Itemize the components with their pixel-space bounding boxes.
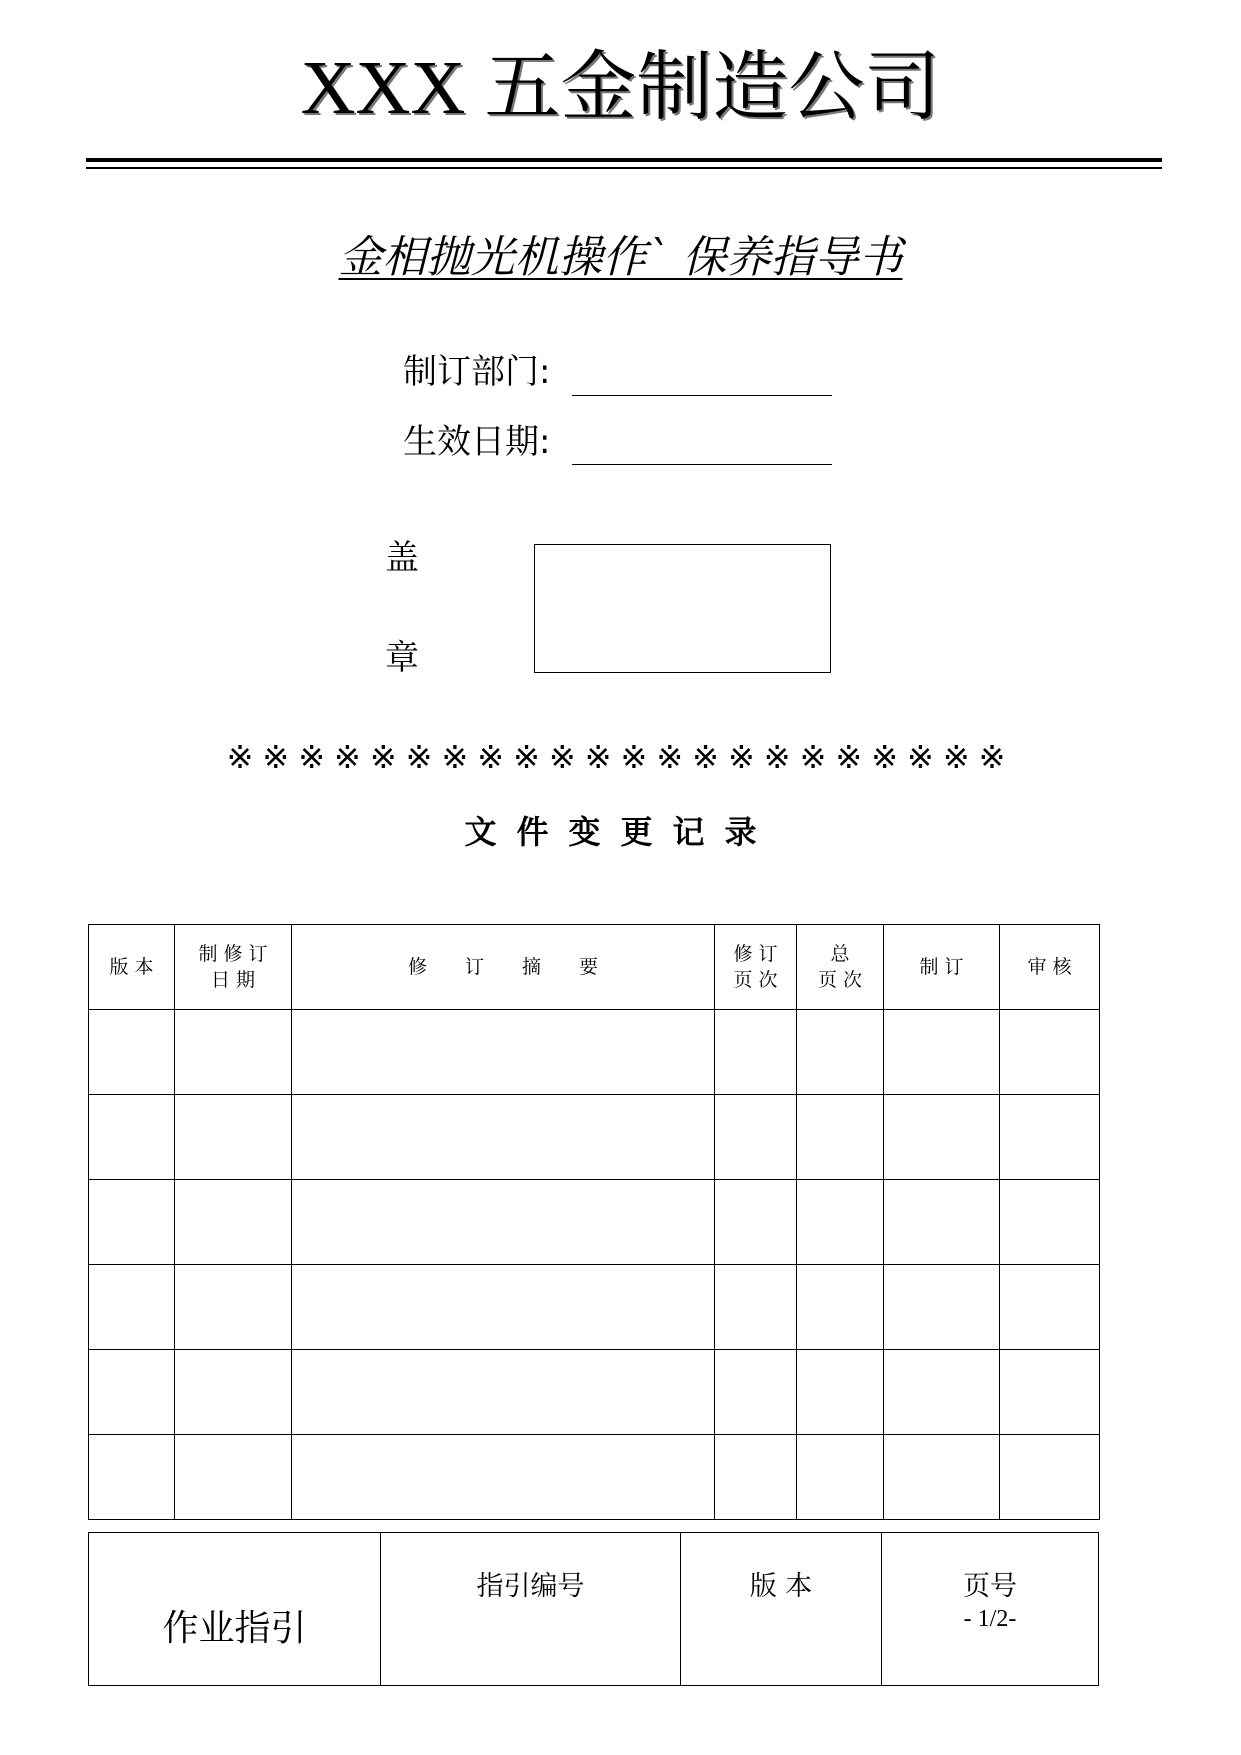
table-cell[interactable]	[884, 1010, 1000, 1095]
header-rule-thin	[86, 167, 1162, 169]
table-cell[interactable]	[884, 1265, 1000, 1350]
table-cell[interactable]	[89, 1350, 175, 1435]
header-reviewed-label: 审 核	[1027, 956, 1072, 978]
table-cell[interactable]	[175, 1265, 292, 1350]
table-cell[interactable]	[715, 1010, 797, 1095]
seal-box	[534, 544, 831, 673]
header-revise-date	[175, 925, 292, 1010]
table-cell[interactable]	[292, 1265, 715, 1350]
table-row	[89, 1010, 1100, 1095]
table-row	[89, 1435, 1100, 1520]
table-cell[interactable]	[797, 1265, 884, 1350]
table-cell[interactable]	[715, 1350, 797, 1435]
document-footer-table	[88, 1532, 1099, 1686]
table-cell[interactable]	[884, 1180, 1000, 1265]
separator-marks: ※※※※※※※※※※※※※※※※※※※※※※	[226, 738, 1015, 776]
table-cell[interactable]	[715, 1180, 797, 1265]
table-cell[interactable]	[715, 1095, 797, 1180]
footer-page	[882, 1533, 1099, 1686]
table-cell[interactable]	[797, 1435, 884, 1520]
header-rule-thick	[86, 158, 1162, 162]
table-cell[interactable]	[175, 1435, 292, 1520]
table-cell[interactable]	[884, 1350, 1000, 1435]
table-cell[interactable]	[884, 1435, 1000, 1520]
table-cell[interactable]	[292, 1180, 715, 1265]
table-cell[interactable]	[1000, 1010, 1100, 1095]
table-cell[interactable]	[1000, 1435, 1100, 1520]
footer-guide-no-label: 指引编号	[476, 1571, 585, 1602]
seal-label-char-1: 盖	[385, 538, 419, 578]
company-name: XXX 五金制造公司	[300, 46, 941, 130]
footer-row	[89, 1533, 1099, 1686]
header-revise-date-line2: 日 期	[210, 969, 256, 991]
header-summary-label: 修 订 摘 要	[407, 956, 598, 978]
footer-guide-no	[381, 1533, 681, 1686]
table-cell[interactable]	[292, 1350, 715, 1435]
department-underline	[572, 395, 832, 396]
table-cell[interactable]	[292, 1010, 715, 1095]
table-cell[interactable]	[175, 1095, 292, 1180]
department-label: 制订部门:	[403, 352, 551, 392]
header-revise-pages-line2: 页 次	[733, 969, 778, 991]
table-cell[interactable]	[89, 1010, 175, 1095]
footer-page-number: - 1/2-	[963, 1606, 1017, 1632]
table-cell[interactable]	[89, 1435, 175, 1520]
header-version-label: 版 本	[109, 956, 154, 978]
table-cell[interactable]	[89, 1095, 175, 1180]
header-reviewed	[1000, 925, 1100, 1010]
header-total-pages	[797, 925, 884, 1010]
table-cell[interactable]	[292, 1095, 715, 1180]
footer-version-label: 版 本	[749, 1571, 813, 1602]
table-cell[interactable]	[1000, 1350, 1100, 1435]
table-cell[interactable]	[797, 1180, 884, 1265]
table-cell[interactable]	[292, 1435, 715, 1520]
header-revise-pages-line1: 修 订	[733, 943, 778, 965]
header-revise-pages	[715, 925, 797, 1010]
header-total-pages-line2: 页 次	[817, 969, 863, 991]
footer-page-label: 页号	[963, 1571, 1017, 1602]
table-cell[interactable]	[715, 1265, 797, 1350]
header-prepared-label: 制 订	[919, 956, 964, 978]
header-total-pages-line1: 总	[830, 943, 850, 965]
header-prepared	[884, 925, 1000, 1010]
table-cell[interactable]	[175, 1010, 292, 1095]
header-revise-date-line1: 制 修 订	[198, 943, 268, 965]
header-summary	[292, 925, 715, 1010]
table-row	[89, 1095, 1100, 1180]
table-row	[89, 1265, 1100, 1350]
effective-date-label: 生效日期:	[403, 422, 551, 462]
table-cell[interactable]	[1000, 1180, 1100, 1265]
footer-version	[681, 1533, 882, 1686]
table-cell[interactable]	[1000, 1095, 1100, 1180]
footer-doc-type	[89, 1533, 381, 1686]
table-cell[interactable]	[797, 1010, 884, 1095]
seal-label-char-2: 章	[385, 638, 419, 678]
table-cell[interactable]	[89, 1180, 175, 1265]
table-cell[interactable]	[715, 1435, 797, 1520]
change-record-title: 文件变更记录	[464, 813, 777, 851]
table-cell[interactable]	[175, 1180, 292, 1265]
table-cell[interactable]	[884, 1095, 1000, 1180]
change-record-table	[88, 924, 1100, 1520]
table-cell[interactable]	[797, 1095, 884, 1180]
table-cell[interactable]	[89, 1265, 175, 1350]
table-header-row	[89, 925, 1100, 1010]
header-version	[89, 925, 175, 1010]
effective-date-underline	[572, 464, 832, 465]
table-row	[89, 1350, 1100, 1435]
table-cell[interactable]	[797, 1350, 884, 1435]
document-title: 金相抛光机操作` 保养指导书	[338, 232, 903, 283]
table-row	[89, 1180, 1100, 1265]
footer-doc-type-label: 作业指引	[162, 1608, 307, 1649]
table-cell[interactable]	[175, 1350, 292, 1435]
table-cell[interactable]	[1000, 1265, 1100, 1350]
